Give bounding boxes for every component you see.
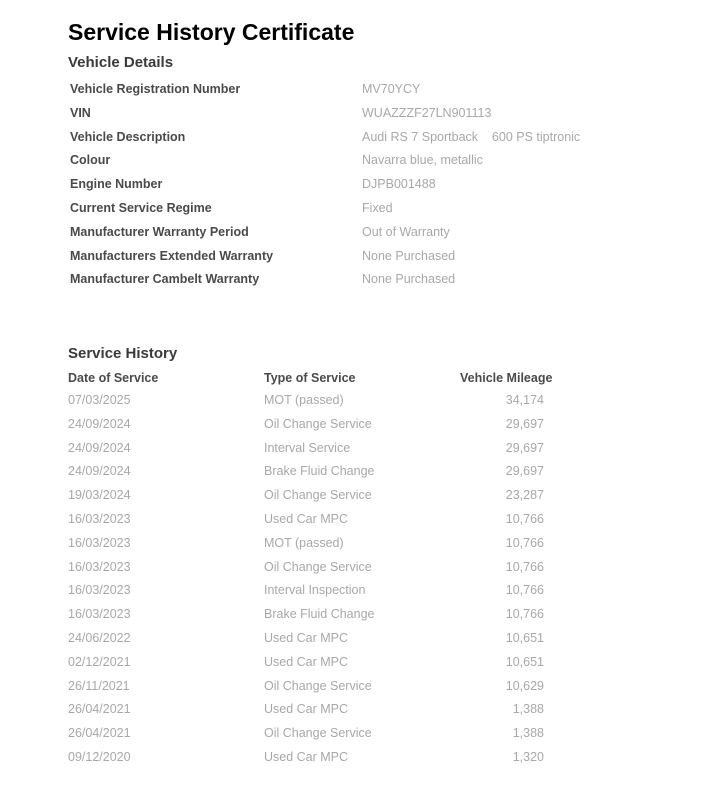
service-type-cell: Interval Service bbox=[264, 440, 351, 455]
detail-label: Vehicle Description bbox=[70, 129, 186, 144]
vehicle-details-heading: Vehicle Details bbox=[68, 54, 174, 71]
mileage-cell: 1,320 bbox=[512, 749, 544, 764]
mileage-cell: 29,697 bbox=[505, 440, 544, 455]
table-row bbox=[68, 725, 628, 749]
service-history-table bbox=[68, 368, 628, 773]
detail-row-colour bbox=[70, 151, 670, 175]
service-type-cell: MOT (passed) bbox=[264, 393, 344, 407]
detail-label: Current Service Regime bbox=[70, 200, 212, 215]
table-row bbox=[68, 559, 628, 583]
service-date-cell: 07/03/2025 bbox=[68, 393, 131, 407]
page-title: Service History Certificate bbox=[68, 19, 355, 45]
service-date-cell: 24/09/2024 bbox=[68, 464, 131, 479]
detail-row-vin bbox=[70, 104, 670, 128]
mileage-cell: 1,388 bbox=[512, 726, 544, 741]
detail-label: Engine Number bbox=[70, 177, 163, 192]
service-date-cell: 26/04/2021 bbox=[68, 702, 131, 717]
detail-label: Vehicle Registration Number bbox=[70, 82, 241, 96]
service-date-cell: 19/03/2024 bbox=[68, 488, 131, 503]
service-date-cell: 02/12/2021 bbox=[68, 654, 131, 669]
service-date-cell: 24/09/2024 bbox=[68, 416, 131, 431]
column-header-mileage: Vehicle Mileage bbox=[460, 371, 553, 385]
table-row bbox=[68, 487, 628, 511]
service-type-cell: Used Car MPC bbox=[264, 702, 349, 717]
service-type-cell: Brake Fluid Change bbox=[264, 607, 375, 622]
detail-value: None Purchased bbox=[362, 272, 456, 287]
service-type-cell: Used Car MPC bbox=[264, 630, 349, 645]
table-header-row bbox=[68, 368, 628, 392]
table-row bbox=[68, 392, 628, 416]
service-date-cell: 26/11/2021 bbox=[68, 678, 130, 693]
service-date-cell: 24/09/2024 bbox=[68, 440, 131, 455]
detail-label: Manufacturers Extended Warranty bbox=[70, 248, 274, 263]
service-type-cell: Used Car MPC bbox=[264, 654, 349, 669]
service-date-cell: 26/04/2021 bbox=[68, 726, 131, 741]
detail-value: DJPB001488 bbox=[362, 177, 436, 192]
table-row bbox=[68, 511, 628, 535]
service-date-cell: 16/03/2023 bbox=[68, 511, 131, 526]
mileage-cell: 10,629 bbox=[505, 678, 544, 693]
detail-row-description bbox=[70, 128, 670, 152]
detail-value: None Purchased bbox=[362, 248, 456, 263]
mileage-cell: 10,766 bbox=[505, 583, 544, 598]
mileage-cell: 29,697 bbox=[505, 464, 544, 479]
table-row bbox=[68, 749, 628, 773]
service-type-cell: Oil Change Service bbox=[264, 678, 372, 693]
service-history-rows bbox=[68, 392, 628, 773]
detail-value: Navarra blue, metallic bbox=[362, 153, 483, 168]
mileage-cell: 23,287 bbox=[505, 488, 544, 503]
detail-row-engine-number bbox=[70, 175, 670, 199]
service-type-cell: Interval Inspection bbox=[264, 583, 366, 598]
table-row bbox=[68, 582, 628, 606]
detail-row-registration bbox=[70, 80, 670, 104]
detail-label: Colour bbox=[70, 153, 111, 168]
table-row bbox=[68, 606, 628, 630]
service-date-cell: 09/12/2020 bbox=[68, 749, 131, 764]
mileage-cell: 10,766 bbox=[505, 511, 544, 526]
mileage-cell: 29,697 bbox=[505, 416, 544, 431]
detail-label: Manufacturer Cambelt Warranty bbox=[70, 272, 260, 287]
service-date-cell: 16/03/2023 bbox=[68, 607, 131, 622]
detail-value: WUAZZZF27LN901113 bbox=[362, 105, 492, 120]
vehicle-details-table bbox=[70, 80, 670, 294]
service-type-cell: Used Car MPC bbox=[264, 511, 349, 526]
table-row bbox=[68, 535, 628, 559]
detail-value: Out of Warranty bbox=[362, 224, 450, 239]
detail-value: Fixed bbox=[362, 200, 393, 215]
table-row bbox=[68, 630, 628, 654]
table-row bbox=[68, 678, 628, 702]
detail-label: VIN bbox=[70, 105, 91, 120]
service-date-cell: 16/03/2023 bbox=[68, 583, 131, 598]
detail-row-cambelt-warranty bbox=[70, 270, 670, 294]
table-row bbox=[68, 416, 628, 440]
column-header-type: Type of Service bbox=[264, 371, 356, 385]
mileage-cell: 1,388 bbox=[512, 702, 544, 717]
service-type-cell: Oil Change Service bbox=[264, 726, 372, 741]
table-row bbox=[68, 701, 628, 725]
service-date-cell: 16/03/2023 bbox=[68, 559, 131, 574]
detail-value: MV70YCY bbox=[362, 82, 421, 96]
detail-row-warranty-period bbox=[70, 223, 670, 247]
table-row bbox=[68, 654, 628, 678]
detail-row-extended-warranty bbox=[70, 247, 670, 271]
service-date-cell: 24/06/2022 bbox=[68, 630, 131, 645]
service-type-cell: Oil Change Service bbox=[264, 416, 372, 431]
mileage-cell: 10,651 bbox=[505, 630, 544, 645]
service-date-cell: 16/03/2023 bbox=[68, 535, 131, 550]
detail-value: Audi RS 7 Sportback 600 PS tiptronic bbox=[362, 129, 581, 144]
mileage-cell: 10,766 bbox=[505, 535, 544, 550]
detail-label: Manufacturer Warranty Period bbox=[70, 224, 249, 239]
table-row bbox=[68, 440, 628, 464]
service-type-cell: Oil Change Service bbox=[264, 559, 372, 574]
service-type-cell: Oil Change Service bbox=[264, 488, 372, 503]
mileage-cell: 34,174 bbox=[505, 393, 544, 407]
table-row bbox=[68, 463, 628, 487]
mileage-cell: 10,766 bbox=[505, 607, 544, 622]
mileage-cell: 10,651 bbox=[505, 654, 544, 669]
service-type-cell: Used Car MPC bbox=[264, 749, 349, 764]
service-history-heading: Service History bbox=[68, 345, 178, 362]
column-header-date: Date of Service bbox=[68, 371, 159, 385]
service-type-cell: MOT (passed) bbox=[264, 535, 344, 550]
detail-row-service-regime bbox=[70, 199, 670, 223]
service-type-cell: Brake Fluid Change bbox=[264, 464, 375, 479]
mileage-cell: 10,766 bbox=[505, 559, 544, 574]
